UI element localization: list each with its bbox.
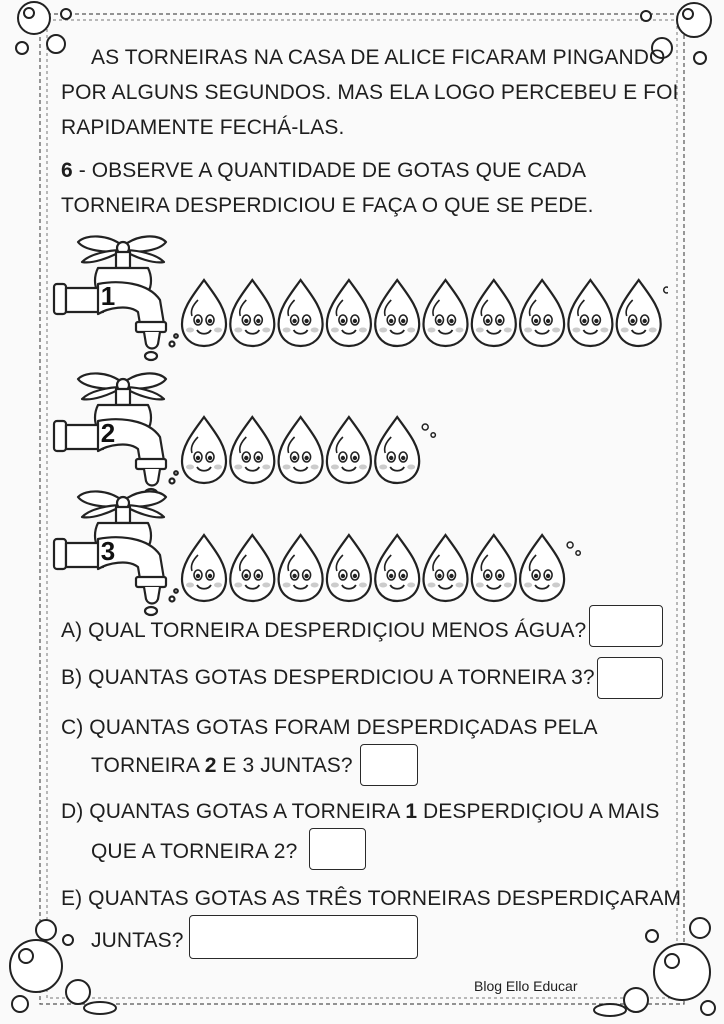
faucet-number-label: 3 — [100, 536, 116, 566]
water-drop-icon — [327, 280, 371, 346]
faucet-number-label: 1 — [100, 281, 116, 311]
question-d-line-1 — [61, 800, 660, 824]
water-drop-icon — [424, 535, 468, 601]
question-c-text: TORNEIRA — [91, 754, 205, 777]
water-drop-icon — [617, 280, 661, 346]
question-e-line-1: E) QUANTAS GOTAS AS TRÊS TORNEIRAS DESPERDIÇARAM — [61, 887, 682, 910]
question-e-line-2: JUNTAS? — [91, 929, 184, 952]
intro-line-1: AS TORNEIRAS NA CASA DE ALICE FICARAM PINGANDO — [91, 46, 666, 69]
drops-row-2 — [178, 413, 668, 493]
drops-row-1 — [178, 276, 668, 356]
drops-row-3 — [178, 531, 668, 611]
water-drop-icon — [375, 417, 419, 483]
question-d-line-2: QUE A TORNEIRA 2? — [91, 840, 298, 863]
water-drop-icon — [182, 417, 226, 483]
blog-credit: Blog Ello Educar — [474, 978, 578, 994]
sparkle-icon — [664, 287, 668, 300]
water-drop-icon — [375, 535, 419, 601]
bubbles-top-left-icon — [16, 2, 71, 54]
question-a: A) QUAL TORNEIRA DESPERDIÇIOU MENOS ÁGUA? — [61, 619, 587, 642]
intro-line-3: RAPIDAMENTE FECHÁ-LAS. — [61, 116, 345, 139]
water-drop-icon — [472, 280, 516, 346]
faucet-number-label: 2 — [100, 418, 116, 448]
water-drop-icon — [230, 535, 274, 601]
sparkle-icon — [422, 424, 435, 437]
water-drop-icon — [568, 280, 612, 346]
water-drop-icon — [424, 280, 468, 346]
question-d-text-end: DESPERDIÇIOU A MAIS — [417, 800, 660, 823]
water-drop-icon — [279, 417, 323, 483]
water-drop-icon — [520, 280, 564, 346]
water-drop-icon — [327, 417, 371, 483]
water-drop-icon — [279, 280, 323, 346]
question-d-faucet-number: 1 — [405, 800, 418, 823]
exercise-title-line-1 — [61, 159, 586, 183]
answer-box-d[interactable] — [309, 828, 366, 870]
question-c-text-end: E 3 JUNTAS? — [216, 754, 353, 777]
question-b: B) QUANTAS GOTAS DESPERDICIOU A TORNEIRA 3? — [61, 666, 595, 689]
exercise-instruction: - OBSERVE A QUANTIDADE DE GOTAS QUE CADA — [72, 159, 587, 182]
water-drop-icon — [182, 280, 226, 346]
answer-box-e[interactable] — [189, 915, 418, 959]
water-drop-icon — [279, 535, 323, 601]
answer-box-a[interactable] — [589, 605, 663, 647]
water-drop-icon — [375, 280, 419, 346]
sparkle-icon — [567, 542, 580, 555]
answer-box-c[interactable] — [360, 744, 418, 786]
answer-box-b[interactable] — [597, 657, 663, 699]
water-drop-icon — [182, 535, 226, 601]
question-c-line-1: C) QUANTAS GOTAS FORAM DESPERDIÇADAS PELA — [61, 716, 598, 739]
faucet-3-icon — [48, 483, 198, 623]
faucet-1-icon — [48, 228, 198, 368]
intro-line-2: POR ALGUNS SEGUNDOS. MAS ELA LOGO PERCEBEU E FOI — [61, 81, 679, 104]
question-c-faucet-number: 2 — [204, 754, 217, 777]
exercise-title-line-2: TORNEIRA DESPERDICIOU E FAÇA O QUE SE PEDE. — [61, 194, 594, 217]
water-drop-icon — [520, 535, 564, 601]
exercise-number: 6 — [61, 159, 73, 182]
question-d-text: D) QUANTAS GOTAS A TORNEIRA — [61, 800, 406, 823]
water-drop-icon — [472, 535, 516, 601]
water-drop-icon — [327, 535, 371, 601]
water-drop-icon — [230, 280, 274, 346]
water-drop-icon — [230, 417, 274, 483]
question-c-line-2 — [91, 754, 353, 778]
bubbles-bottom-right-icon — [594, 918, 715, 1016]
